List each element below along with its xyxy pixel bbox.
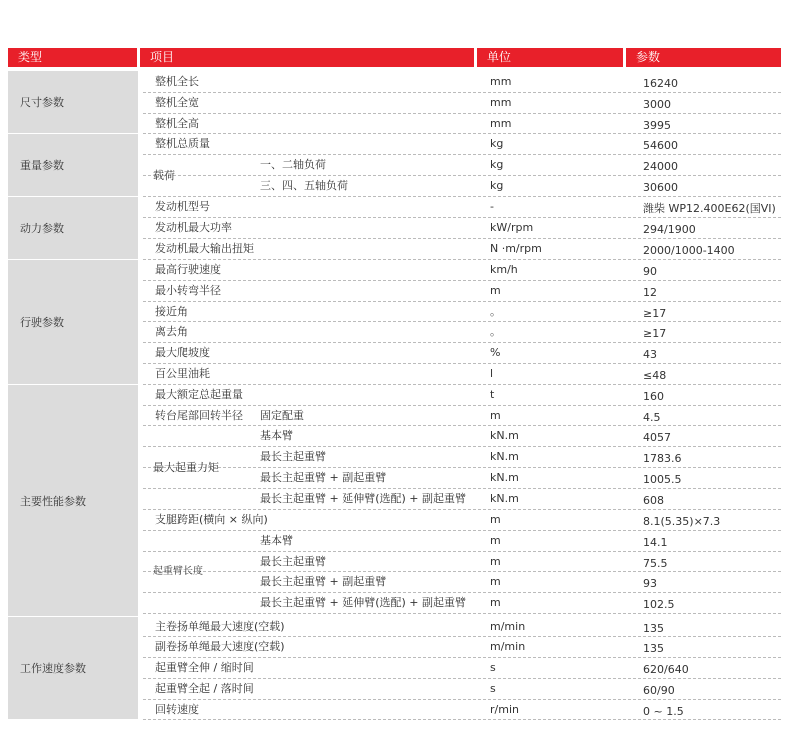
unit-cell: 。 bbox=[490, 325, 501, 338]
row-divider bbox=[143, 467, 781, 468]
sub-item-label: 三、四、五轴负荷 bbox=[260, 179, 348, 192]
row-divider bbox=[143, 509, 781, 510]
item-label: 离去角 bbox=[155, 325, 188, 338]
value-cell: ≥17 bbox=[643, 307, 667, 320]
item-label: 整机全宽 bbox=[155, 96, 199, 109]
category-cell: 行驶参数 bbox=[8, 260, 138, 384]
value-cell: 135 bbox=[643, 622, 664, 635]
unit-cell: m/min bbox=[490, 620, 526, 633]
value-cell: 608 bbox=[643, 494, 664, 507]
row-divider bbox=[143, 113, 781, 114]
row-divider bbox=[143, 719, 781, 720]
value-cell: ≥17 bbox=[643, 327, 667, 340]
value-cell: 24000 bbox=[643, 160, 678, 173]
unit-cell: km/h bbox=[490, 263, 518, 276]
category-cell: 动力参数 bbox=[8, 197, 138, 259]
row-divider bbox=[143, 363, 781, 364]
sub-item-label: 最长主起重臂 bbox=[260, 555, 326, 568]
value-cell: 43 bbox=[643, 348, 657, 361]
unit-cell: mm bbox=[490, 75, 512, 88]
sub-item-label: 最长主起重臂 + 延伸臂(选配) + 副起重臂 bbox=[260, 492, 467, 505]
value-cell: 102.5 bbox=[643, 598, 675, 611]
value-cell: 4.5 bbox=[643, 411, 661, 424]
unit-cell: kN.m bbox=[490, 429, 519, 442]
unit-cell: kg bbox=[490, 137, 504, 150]
row-divider bbox=[143, 342, 781, 343]
value-cell: 12 bbox=[643, 286, 657, 299]
value-cell: 90 bbox=[643, 265, 657, 278]
value-cell: 1783.6 bbox=[643, 452, 682, 465]
row-divider bbox=[143, 425, 781, 426]
category-cell: 主要性能参数 bbox=[8, 385, 138, 616]
sub-item-label: 最长主起重臂 + 副起重臂 bbox=[260, 575, 387, 588]
category-cell: 工作速度参数 bbox=[8, 617, 138, 719]
unit-cell: m bbox=[490, 575, 501, 588]
item-label: 发动机型号 bbox=[155, 200, 210, 213]
value-cell: 135 bbox=[643, 642, 664, 655]
value-cell: 54600 bbox=[643, 139, 678, 152]
sub-item-label: 一、二轴负荷 bbox=[260, 158, 326, 171]
row-divider bbox=[143, 133, 781, 134]
value-cell: 30600 bbox=[643, 181, 678, 194]
value-cell: 3000 bbox=[643, 98, 671, 111]
row-divider bbox=[143, 384, 781, 385]
group-label: 载荷 bbox=[153, 168, 175, 182]
row-divider bbox=[143, 259, 781, 260]
value-cell: 75.5 bbox=[643, 557, 668, 570]
row-divider bbox=[143, 92, 781, 93]
row-divider bbox=[143, 301, 781, 302]
row-divider bbox=[143, 446, 781, 447]
value-cell: 160 bbox=[643, 390, 664, 403]
row-divider bbox=[143, 405, 781, 406]
unit-cell: s bbox=[490, 661, 496, 674]
row-divider bbox=[143, 699, 781, 700]
unit-cell: m bbox=[490, 513, 501, 526]
value-cell: 潍柴 WP12.400E62(国VI) bbox=[643, 202, 776, 215]
sub-item-label: 固定配重 bbox=[260, 409, 304, 422]
item-label: 最高行驶速度 bbox=[155, 263, 221, 276]
item-label: 发动机最大输出扭矩 bbox=[155, 242, 254, 255]
unit-cell: r/min bbox=[490, 703, 519, 716]
item-label: 起重臂全伸 / 缩时间 bbox=[155, 661, 254, 674]
unit-cell: kW/rpm bbox=[490, 221, 534, 234]
item-label: 最大额定总起重量 bbox=[155, 388, 243, 401]
unit-cell: N ·m/rpm bbox=[490, 242, 542, 255]
row-divider bbox=[143, 613, 781, 614]
value-cell: 93 bbox=[643, 577, 657, 590]
row-divider bbox=[143, 217, 781, 218]
item-label: 转台尾部回转半径 bbox=[155, 409, 243, 422]
unit-cell: kg bbox=[490, 179, 504, 192]
item-label: 百公里油耗 bbox=[155, 367, 210, 380]
unit-cell: m bbox=[490, 409, 501, 422]
sub-item-label: 最长主起重臂 bbox=[260, 450, 326, 463]
group-label: 起重臂长度 bbox=[153, 566, 203, 577]
sub-item-label: 最长主起重臂 + 副起重臂 bbox=[260, 471, 387, 484]
unit-cell: m bbox=[490, 534, 501, 547]
unit-cell: m/min bbox=[490, 640, 526, 653]
unit-cell: m bbox=[490, 284, 501, 297]
sub-item-label: 基本臂 bbox=[260, 534, 293, 547]
group-label: 最大起重力矩 bbox=[153, 460, 219, 474]
category-cell: 尺寸参数 bbox=[8, 71, 138, 133]
item-label: 整机总质量 bbox=[155, 137, 210, 150]
row-divider bbox=[143, 280, 781, 281]
unit-cell: kN.m bbox=[490, 492, 519, 505]
row-divider bbox=[143, 657, 781, 658]
row-divider bbox=[143, 196, 781, 197]
category-cell: 重量参数 bbox=[8, 134, 138, 196]
header-cell: 参数 bbox=[626, 48, 781, 67]
sub-item-label: 基本臂 bbox=[260, 429, 293, 442]
value-cell: 60/90 bbox=[643, 684, 675, 697]
unit-cell: m bbox=[490, 596, 501, 609]
item-label: 发动机最大功率 bbox=[155, 221, 232, 234]
row-divider bbox=[143, 321, 781, 322]
row-divider bbox=[143, 678, 781, 679]
item-label: 接近角 bbox=[155, 305, 188, 318]
row-divider bbox=[143, 530, 781, 531]
header-cell: 项目 bbox=[140, 48, 474, 67]
sub-item-label: 最长主起重臂 + 延伸臂(选配) + 副起重臂 bbox=[260, 596, 467, 609]
header-cell: 单位 bbox=[477, 48, 623, 67]
unit-cell: kN.m bbox=[490, 471, 519, 484]
item-label: 主卷扬单绳最大速度(空载) bbox=[155, 620, 285, 633]
value-cell: 14.1 bbox=[643, 536, 668, 549]
unit-cell: kg bbox=[490, 158, 504, 171]
value-cell: 4057 bbox=[643, 431, 671, 444]
row-divider bbox=[143, 551, 781, 552]
item-label: 整机全长 bbox=[155, 75, 199, 88]
unit-cell: 。 bbox=[490, 305, 501, 318]
unit-cell: mm bbox=[490, 96, 512, 109]
row-divider bbox=[143, 636, 781, 637]
item-label: 整机全高 bbox=[155, 117, 199, 130]
item-label: 副卷扬单绳最大速度(空载) bbox=[155, 640, 285, 653]
item-label: 回转速度 bbox=[155, 703, 199, 716]
unit-cell: % bbox=[490, 346, 501, 359]
value-cell: 8.1(5.35)×7.3 bbox=[643, 515, 721, 528]
item-label: 起重臂全起 / 落时间 bbox=[155, 682, 254, 695]
item-label: 最大爬坡度 bbox=[155, 346, 210, 359]
value-cell: 0 ~ 1.5 bbox=[643, 705, 684, 718]
unit-cell: mm bbox=[490, 117, 512, 130]
value-cell: 294/1900 bbox=[643, 223, 696, 236]
value-cell: ≤48 bbox=[643, 369, 667, 382]
row-divider bbox=[143, 238, 781, 239]
unit-cell: m bbox=[490, 555, 501, 568]
item-label: 最小转弯半径 bbox=[155, 284, 221, 297]
item-label: 支腿跨距(横向 × 纵向) bbox=[155, 513, 268, 526]
value-cell: 1005.5 bbox=[643, 473, 682, 486]
value-cell: 620/640 bbox=[643, 663, 689, 676]
value-cell: 2000/1000-1400 bbox=[643, 244, 735, 257]
header-cell: 类型 bbox=[8, 48, 137, 67]
row-divider bbox=[143, 571, 781, 572]
row-divider bbox=[143, 592, 781, 593]
value-cell: 3995 bbox=[643, 119, 671, 132]
unit-cell: s bbox=[490, 682, 496, 695]
unit-cell: t bbox=[490, 388, 495, 401]
unit-cell: l bbox=[490, 367, 494, 380]
row-divider bbox=[143, 175, 781, 176]
row-divider bbox=[143, 488, 781, 489]
value-cell: 16240 bbox=[643, 77, 678, 90]
unit-cell: - bbox=[490, 200, 494, 213]
unit-cell: kN.m bbox=[490, 450, 519, 463]
row-divider bbox=[143, 154, 781, 155]
